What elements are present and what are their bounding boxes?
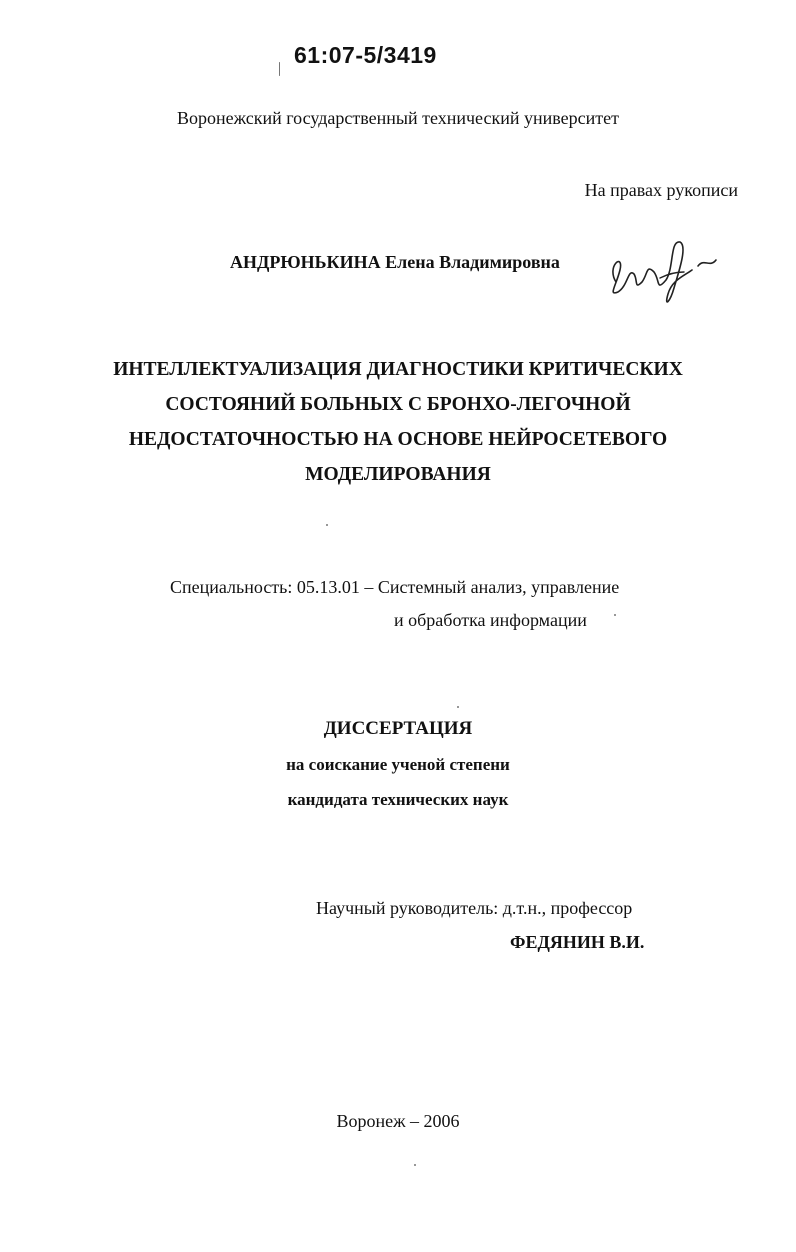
- scan-speck: [457, 706, 459, 708]
- scan-speck: [614, 614, 616, 616]
- rights-note: На правах рукописи: [584, 180, 738, 200]
- handwritten-signature: [598, 222, 728, 312]
- city-year: Воронеж – 2006: [336, 1111, 460, 1131]
- scan-speck: [279, 62, 280, 76]
- specialty-line-1: Специальность: 05.13.01 – Системный анализ, управление: [170, 577, 620, 597]
- title-line: НЕДОСТАТОЧНОСТЬЮ НА ОСНОВЕ НЕЙРОСЕТЕВОГО: [128, 429, 668, 450]
- specialty-line-2: и обработка информации: [394, 610, 587, 630]
- catalog-number: 61:07-5/3419: [294, 42, 437, 68]
- university-name: Воронежский государственный технический университет: [177, 108, 619, 128]
- dissertation-heading: ДИССЕРТАЦИЯ: [323, 718, 473, 739]
- title-line: МОДЕЛИРОВАНИЯ: [305, 464, 491, 485]
- supervisor-label: Научный руководитель: д.т.н., профессор: [316, 898, 633, 918]
- dissertation-title: [0, 352, 796, 492]
- degree-line-1: на соискание ученой степени: [286, 755, 510, 774]
- scan-speck: [326, 524, 328, 526]
- title-line: СОСТОЯНИЙ БОЛЬНЫХ С БРОНХО-ЛЕГОЧНОЙ: [165, 394, 631, 415]
- degree-line-2: кандидата технических наук: [287, 790, 509, 809]
- title-line: ИНТЕЛЛЕКТУАЛИЗАЦИЯ ДИАГНОСТИКИ КРИТИЧЕСКИХ: [113, 359, 683, 380]
- supervisor-name: ФЕДЯНИН В.И.: [510, 932, 645, 952]
- scan-speck: [414, 1164, 416, 1166]
- author-name: АНДРЮНЬКИНА Елена Владимировна: [230, 252, 560, 272]
